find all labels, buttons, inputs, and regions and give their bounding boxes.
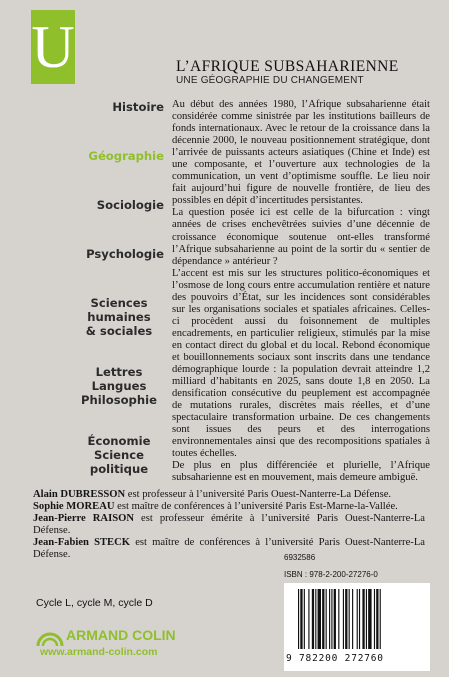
discipline-line: Philosophie [81,393,157,407]
body-paragraph: La question posée ici est celle de la bifurcation : vingt années de crises enchevêtrées suivies d’une décennie de croissance économique soutenue ont-elles transformé l’Afrique subsaharienne au point de la sortir du « sentier de dépendance » antérieur ? [172,207,430,267]
barcode-bar [366,589,367,649]
barcode-bar [380,589,381,649]
barcode-bar [338,589,339,649]
isbn-label: ISBN : 978-2-200-27276-0 [284,570,378,579]
discipline-line: Sciences [90,296,148,310]
barcode-bar [300,589,302,649]
barcode-bar [318,589,321,649]
collection-logo [0,0,88,92]
barcode-bar [334,589,336,649]
barcode-bars [296,589,418,651]
discipline-sociologie: Sociologie [96,198,164,212]
barcode [284,583,430,671]
barcode-bar [359,589,360,649]
barcode-bar [312,589,314,649]
author-entry [33,501,425,513]
discipline-line: Économie [87,434,151,448]
product-code: 6932586 [284,553,316,562]
discipline-lettres [74,365,164,407]
barcode-bar [298,589,299,649]
publisher-name: ARMAND COLIN [66,627,176,643]
barcode-bar [376,589,378,649]
discipline-line: Science politique [89,448,149,476]
armand-colin-arch-icon [36,625,64,647]
body-paragraph: L’accent est mis sur les structures politico-économiques et l’osmose de long cours entre accumulation rentière et nature des pouvoirs d’État, sur les incidences sont considérables sur les organisations sociales et spatiales africaines. Celles-ci procèdent aussi du foisonnement de multiples encadrements, en particulier religieux, stimulés par la mise en contact direct du global et du local. Rebond économique et bouillonnements sociaux sont inscrits dans une tendance démographique lourde : la population devrait atteindre 1,2 milliard d’habitants en 2025, sans doute 1,8 en 2050. La densification consécutive du peuplement est accompagnée de mutations rurales, discrètes mais réelles, et d’une spectaculaire transformation urbaine. De ces changements sont issues des peurs et des interrogations environnementales ainsi que des recompositions spatiales à toutes échelles. [172,267,430,460]
author-role: est maître de conférences à l’université Paris Ouest-Nanterre-La Défense. [33,537,425,561]
author-role: est professeur émérite à l’université Paris Ouest-Nanterre-La Défense. [33,513,425,537]
discipline-economie [64,434,174,476]
back-cover-text [172,99,430,485]
barcode-bar [343,589,344,649]
barcode-area [284,553,434,673]
cycle-label: Cycle L, cycle M, cycle D [36,597,153,609]
barcode-bar [368,589,371,649]
publisher-url: www.armand-colin.com [40,646,158,658]
book-title: L’AFRIQUE SUBSAHARIENNE [176,58,399,75]
barcode-bar [329,589,330,649]
collection-logo-letter: U [31,10,75,84]
discipline-line: Lettres [95,365,143,379]
body-paragraph: De plus en plus différenciée et plurielle, l’Afrique subsaharienne est en mouvement, mais demeure ambiguë. [172,460,430,484]
barcode-bar [304,589,305,649]
barcode-bar [345,589,347,649]
author-role: est professeur à l’université Paris Ouest-Nanterre-La Défense. [125,489,392,500]
barcode-bar [349,589,350,649]
barcode-bar [357,589,358,649]
author-entry [33,513,425,537]
barcode-bar [374,589,375,649]
discipline-psychologie: Psychologie [86,247,164,261]
discipline-line: Langues [91,379,147,393]
author-name: Alain DUBRESSON [33,489,126,500]
author-entry [33,489,425,501]
discipline-line: humaines [87,310,151,324]
barcode-bar [331,589,332,649]
discipline-geographie: Géographie [88,149,164,163]
author-name: Sophie MOREAU [33,501,115,513]
discipline-line: & sociales [85,324,153,338]
barcode-bar [322,589,324,649]
barcode-bar [315,589,316,649]
author-name: Jean-Pierre RAISON [33,513,134,525]
barcode-bar [308,589,309,649]
discipline-histoire: Histoire [112,100,164,114]
barcode-bar [362,589,364,649]
book-subtitle: UNE GÉOGRAPHIE DU CHANGEMENT [176,75,364,86]
barcode-digits: 9 782200 272760 [286,653,384,664]
body-paragraph: Au début des années 1980, l’Afrique subsaharienne était considérée comme sinistrée par les institutions bailleurs de fonds internationaux. Avec le retour de la croissance dans la décennie 2000, le nouveau positionnement stratégique, dont l’arrivée de puissants acteurs asiatiques (Chine et Inde) est une composante, et l’ouverture aux technologies de la communication, un vent d’optimisme souffle. Le lieu noir fait aujourd’hui figure de nouvelle frontière, de lieu des possibles en dépit d’incertitudes persistantes. [172,99,430,207]
author-list [33,489,425,562]
author-role: est maître de conférences à l’université Paris Est-Marne-la-Vallée. [114,501,398,513]
barcode-bar [326,589,327,649]
discipline-sciences-humaines [74,296,164,338]
publisher-logo [36,625,216,665]
author-name: Jean-Fabien STECK [33,537,131,549]
barcode-bar [352,589,353,649]
